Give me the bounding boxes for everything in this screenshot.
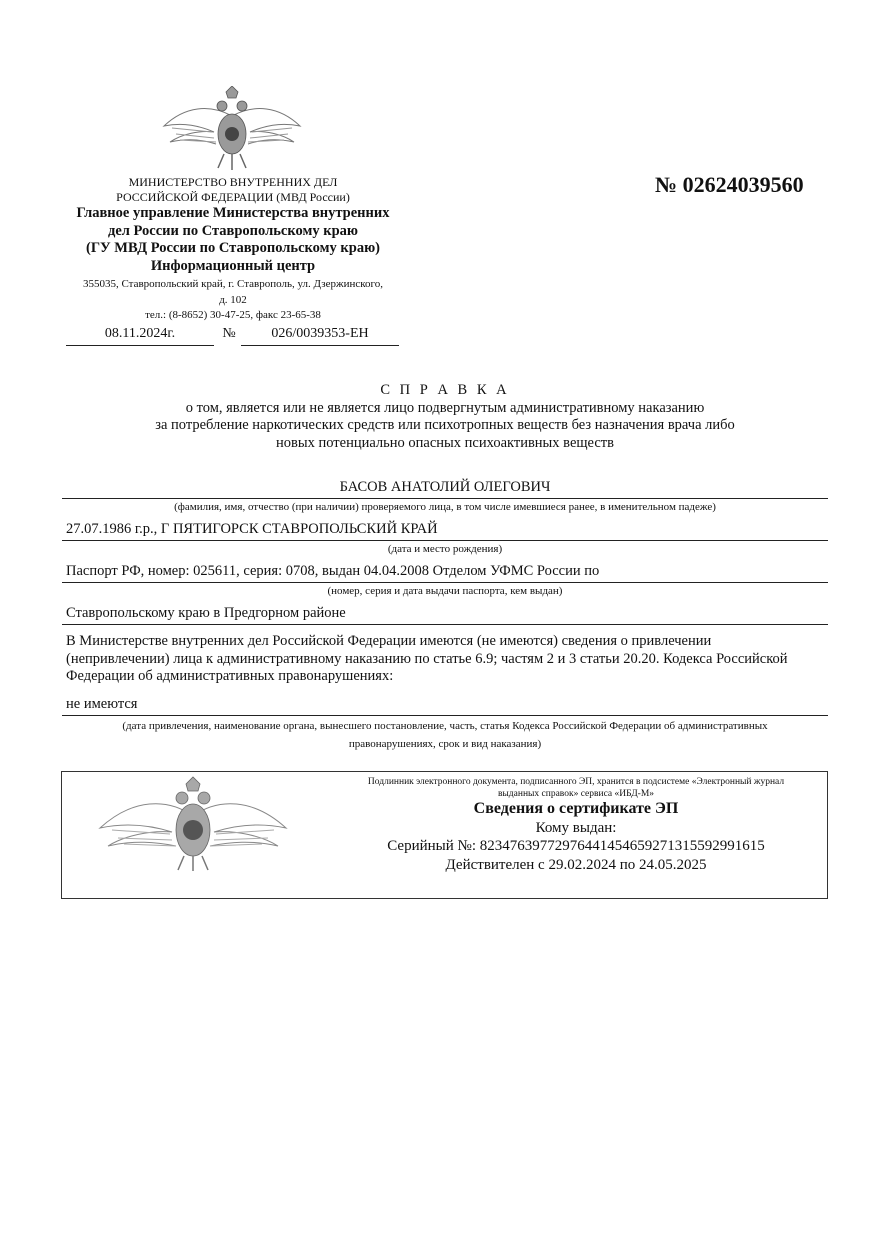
registration-number-label: №	[222, 326, 236, 341]
address-line: д. 102	[219, 293, 247, 306]
person-name: БАСОВ АНАТОЛИЙ ОЛЕГОВИЧ	[62, 478, 828, 499]
electronic-signature-box	[61, 771, 828, 899]
title-heading: С П Р А В К А	[380, 382, 510, 398]
birth-field	[62, 520, 828, 557]
department-line: Главное управление Министерства внутренних	[76, 205, 390, 221]
registration-number: 026/0039353-ЕН	[241, 326, 399, 346]
title-subline: о том, является или не является лицо подвергнутым административному наказанию	[185, 399, 705, 416]
phone-line: тел.: (8-8652) 30-47-25, факс 23-65-38	[145, 309, 321, 321]
statement-line: В Министерстве внутренних дел Российской Федерации имеются (не имеются) сведения о привлечении	[66, 633, 712, 649]
ministry-line: РОССИЙСКОЙ ФЕДЕРАЦИИ (МВД России)	[116, 190, 350, 204]
certificate-validity: Действителен с 29.02.2024 по 24.05.2025	[445, 856, 707, 873]
title-subline: за потребление наркотических средств или психотропных веществ без назначения врача либо	[155, 417, 735, 433]
statement-paragraph	[66, 633, 828, 686]
eagle-emblem-icon	[98, 776, 288, 872]
result-hint-line: (дата привлечения, наименование органа, вынесшего постановление, часть, статья Кодекса Российской Федерации об административных	[122, 720, 768, 732]
eagle-emblem-icon	[160, 86, 304, 172]
department-line: дел России по Ставропольскому краю	[108, 222, 358, 239]
statement-line: (непривлечении) лица к административному наказанию по статье 6.9; частям 2 и 3 статьи 20.20. Кодекса Российской	[66, 650, 788, 667]
address-line: 355035, Ставропольский край, г. Ставрополь, ул. Дзержинского,	[82, 278, 384, 290]
signature-note	[344, 776, 808, 800]
result-value: не имеются	[62, 695, 828, 716]
ministry-line: МИНИСТЕРСТВО ВНУТРЕННИХ ДЕЛ	[128, 175, 338, 189]
passport-continuation-field	[62, 604, 828, 625]
passport-issuer-continued: Ставропольскому краю в Предгорном районе	[62, 604, 828, 625]
signature-note-line: выданных справок» сервиса «ИБД-М»	[497, 789, 655, 799]
result-field	[62, 695, 828, 753]
document-number: № 02624039560	[655, 172, 804, 197]
title-subline: новых потенциально опасных психоактивных веществ	[276, 434, 614, 451]
certificate-serial: Серийный №: 82347639772976441454659271315592991615	[387, 838, 765, 854]
birth-hint: (дата и место рождения)	[387, 543, 503, 555]
certificate-issued-to: Кому выдан:	[535, 819, 617, 836]
certificate-heading: Сведения о сертификате ЭП	[473, 800, 679, 817]
registration-date: 08.11.2024г.	[66, 326, 214, 346]
passport-info: Паспорт РФ, номер: 025611, серия: 0708, выдан 04.04.2008 Отделом УФМС России по	[62, 562, 828, 583]
signature-note-line: Подлинник электронного документа, подписанного ЭП, хранится в подсистеме «Электронный журнал	[367, 777, 785, 787]
passport-hint: (номер, серия и дата выдачи паспорта, кем выдан)	[327, 585, 563, 597]
name-hint: (фамилия, имя, отчество (при наличии) проверяемого лица, в том числе имевшиеся ранее, в именительном падеже)	[174, 501, 716, 513]
certificate-details	[344, 800, 808, 874]
name-field	[62, 478, 828, 515]
ministry-header	[66, 175, 400, 324]
department-line: (ГУ МВД России по Ставропольскому краю)	[85, 240, 380, 256]
certificate-title	[62, 382, 828, 452]
passport-field	[62, 562, 828, 599]
result-hint-line: правонарушениях, срок и вид наказания)	[348, 738, 542, 750]
birth-info: 27.07.1986 г.р., Г ПЯТИГОРСК СТАВРОПОЛЬСКИЙ КРАЙ	[62, 520, 828, 541]
department-line: Информационный центр	[150, 257, 316, 274]
statement-line: Федерации об административных правонарушениях:	[66, 668, 394, 684]
result-hint	[62, 717, 828, 753]
